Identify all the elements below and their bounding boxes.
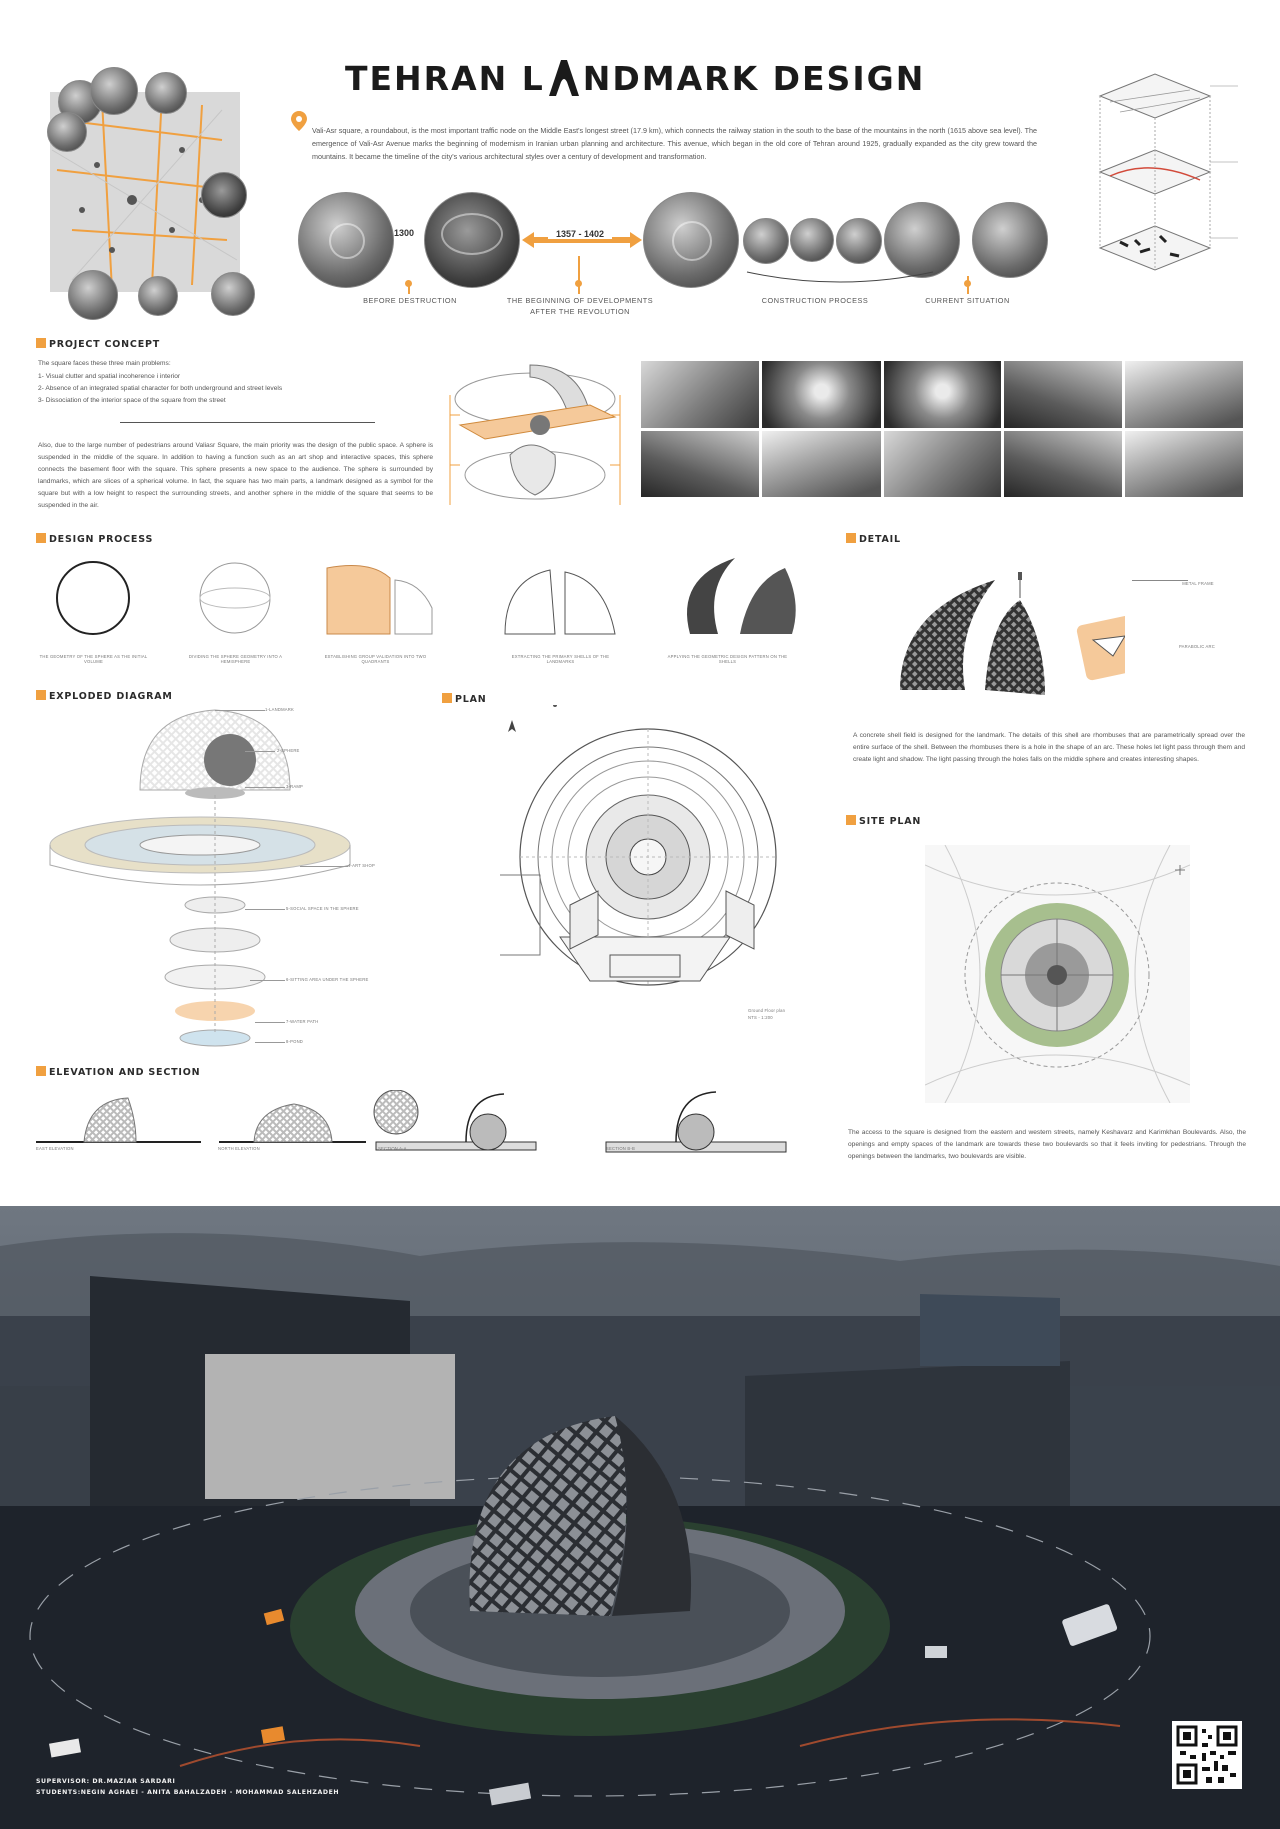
- title-part-2: NDMARK DESIGN: [582, 59, 926, 98]
- divider: [120, 422, 375, 423]
- map-photo-3: [145, 72, 187, 114]
- label-developments-1: THE BEGINNING OF DEVELOPMENTS: [506, 296, 654, 305]
- design-process-diagrams: [50, 558, 850, 648]
- exploded-diagram: [40, 705, 400, 1050]
- site-plan-paragraph: The access to the square is designed from the eastern and western streets, namely Keshavarz and Karimkhan Boulevards. Also, the openings and empty spaces of the landmark are towards these two boulevards so that it feels inviting for pedestrians. Through the openings between the landmarks, two boulevards are visible.: [848, 1129, 1246, 1160]
- label-construction-process: CONSTRUCTION PROCESS: [761, 296, 869, 305]
- year-1300: 1300: [394, 228, 415, 238]
- concept-photo-2: [761, 360, 882, 429]
- concept-problem-3: 3- Dissociation of the interior space of the square from the street: [38, 397, 226, 404]
- detail-label-frame: METAL FRAME: [1182, 581, 1214, 586]
- concept-intro: The square faces these three main problems:: [38, 360, 171, 367]
- qr-code-icon: [1172, 1721, 1242, 1789]
- exploded-label-2: 2-SPHERE: [277, 748, 300, 753]
- map-photo-5: [201, 172, 247, 218]
- label-before-destruction: BEFORE DESTRUCTION: [363, 296, 457, 305]
- credits-supervisor: SUPERVISOR: DR.MAZIAR SARDARI: [36, 1778, 176, 1785]
- construction-bracket: [745, 270, 935, 292]
- concept-photo-5: [1124, 360, 1244, 429]
- section-label-b: SECTION B-B: [606, 1146, 635, 1151]
- heading-design-process: DESIGN PROCESS: [36, 533, 153, 545]
- concept-problem-1: 1- Visual clutter and spatial incoherence i interior: [38, 373, 181, 380]
- timeline-photo-3: [643, 192, 739, 288]
- heading-detail: DETAIL: [846, 533, 901, 545]
- exploded-label-1: 1-LANDMARK: [265, 707, 294, 712]
- concept-photo-4: [1003, 360, 1123, 429]
- heading-site-plan: SITE PLAN: [846, 815, 921, 827]
- concept-photo-3: [883, 360, 1002, 429]
- concept-diagram: [440, 355, 630, 515]
- detail-shell-diagram: [895, 570, 1125, 700]
- plan-scale: NTS - 1:200: [748, 1015, 773, 1020]
- process-step-3: ESTABLISHING GROUP VALIDATION INTO TWO QUADRANTS: [324, 654, 427, 664]
- concept-problem-2: 2- Absence of an integrated spatial character for both underground and street levels: [38, 385, 283, 392]
- exploded-label-6: 6-SITTING AREA UNDER THE SPHERE: [286, 977, 369, 982]
- north-arrow-icon: [505, 720, 519, 734]
- timeline-photo-2: [424, 192, 520, 288]
- concept-photo-8: [883, 430, 1002, 498]
- qr-code[interactable]: [1172, 1721, 1242, 1789]
- elevation-label-north: NORTH ELEVATION: [218, 1146, 260, 1151]
- elevation-label-east: EAST ELEVATION: [36, 1146, 74, 1151]
- detail-paragraph: A concrete shell field is designed for the landmark. The details of this shell are rhombuses that are parametrically spread over the entire surface of the shell. Between the rhombuses there is a hole in the shape of an arc. These holes let light pass through them and create light and shadow. The light passing through the holes falls on the middle sphere and creates interesting shapes.: [853, 732, 1245, 763]
- label-developments-2: AFTER THE REVOLUTION: [530, 307, 630, 316]
- label-current-situation: CURRENT SITUATION: [925, 296, 1010, 305]
- heading-elevation-section: ELEVATION AND SECTION: [36, 1066, 200, 1078]
- concept-photo-6: [640, 430, 760, 498]
- heading-exploded-diagram: EXPLODED DIAGRAM: [36, 690, 173, 702]
- process-step-2: DIVIDING THE SPHERE GEOMETRY INTO A HEMISPHERE: [188, 654, 283, 664]
- title-part-1: TEHRAN L: [345, 59, 545, 98]
- site-plan-drawing: [925, 845, 1190, 1103]
- heading-project-concept: PROJECT CONCEPT: [36, 338, 160, 350]
- isometric-layers-diagram: [1090, 72, 1240, 296]
- detail-label-arc: PARABOLIC ARC: [1178, 644, 1216, 649]
- map-photo-6: [68, 270, 118, 320]
- timeline-photo-5: [790, 218, 834, 262]
- map-photo-7: [138, 276, 178, 316]
- heading-plan: PLAN: [442, 693, 487, 705]
- exploded-label-5: 5-SOCIAL SPACE IN THE SPHERE: [286, 906, 359, 911]
- exploded-label-8: 8-POND: [286, 1039, 304, 1044]
- exploded-label-3: 3-RAMP: [286, 784, 304, 789]
- exploded-label-4: 4-ART SHOP: [348, 863, 375, 868]
- concept-photo-9: [1003, 430, 1123, 498]
- render-scene: [0, 1206, 1280, 1829]
- section-label-a: SECTION A-A: [378, 1146, 407, 1151]
- credits-students: STUDENTS:NEGIN AGHAEI - ANITA BAHALZADEH - MOHAMMAD SALEHZADEH: [36, 1789, 340, 1796]
- aerial-render: [0, 1206, 1280, 1829]
- concept-photo-7: [761, 430, 882, 498]
- map-photo-2: [90, 67, 138, 115]
- azadi-tower-icon: [547, 58, 581, 96]
- process-step-1: THE GEOMETRY OF THE SPHERE AS THE INITIAL VOLUME: [39, 654, 148, 664]
- location-pin-icon: [290, 110, 308, 132]
- floor-plan-drawing: [500, 705, 820, 1025]
- map-photo-4: [47, 112, 87, 152]
- timeline-photo-1: [298, 192, 394, 288]
- concept-photo-10: [1124, 430, 1244, 498]
- process-step-5: APPLYING THE GEOMETRIC DESIGN PATTERN ON THE SHELLS: [667, 654, 788, 664]
- timeline-photo-8: [972, 202, 1048, 278]
- timeline-photo-6: [836, 218, 882, 264]
- map-photo-8: [211, 272, 255, 316]
- process-step-4: EXTRACTING THE PRIMARY SHELLS OF THE LANDMARKS: [511, 654, 610, 664]
- timeline-photo-7: [884, 202, 960, 278]
- plan-caption: Ground Floor plan: [748, 1008, 786, 1013]
- exploded-label-7: 7-WATER PATH: [286, 1019, 319, 1024]
- intro-paragraph: Vali-Asr square, a roundabout, is the most important traffic node on the Middle East's longest street (17.9 km), which connects the railway station in the south to the base of the mountains in the north (1615 above sea level). The emergence of Vali-Asr Avenue marks the beginning of modernism in Iranian urban planning and architecture. This avenue, which began in the old core of Tehran around 1925, gradually expanded as the city grew toward the mountains. It became the timeline of the city's various architectural styles over a century of development and transformation.: [312, 126, 1037, 161]
- page-title: [345, 58, 926, 102]
- year-range: 1357 - 1402: [548, 229, 612, 239]
- timeline-photo-4: [743, 218, 789, 264]
- concept-photo-1: [640, 360, 760, 429]
- concept-body: Also, due to the large number of pedestrians around Valiasr Square, the main priority was the design of the public space. A sphere is suspended in the middle of the square. In addition to having a function such as an art shop and interactive spaces, this sphere connects the basement floor with the square. This sphere presents a new space to the audience. The sphere is surrounded by landmarks, which are slices of a spherical volume. In fact, the square has two main parts, a landmark designed as a symbol for the square but with a low height to respect the surrounding streets, and another sphere in the middle of the square that seems to be suspended in the air.: [38, 442, 433, 509]
